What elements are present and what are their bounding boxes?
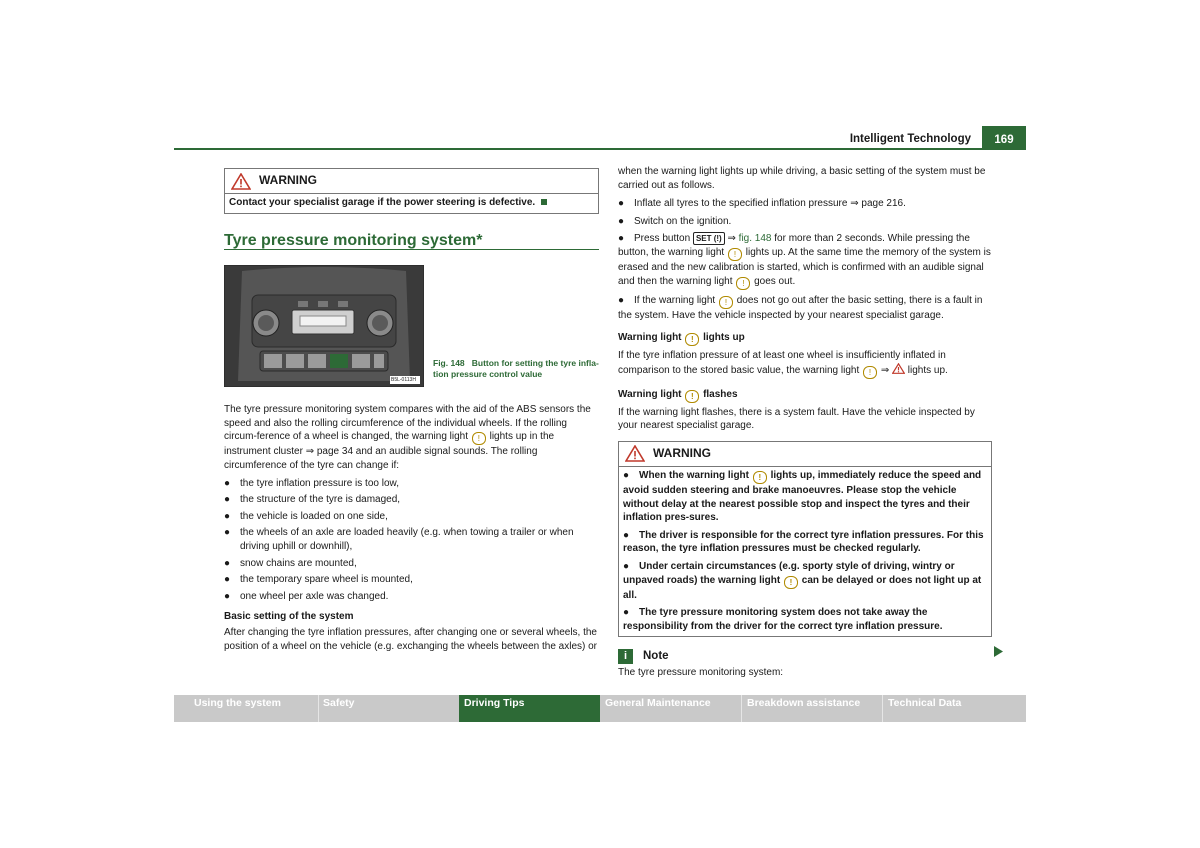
cause-list	[224, 477, 599, 604]
list-item	[224, 590, 599, 604]
warning-triangle-icon	[231, 173, 251, 190]
bullet-icon: ●	[224, 477, 231, 489]
warning-item-text: lights up, immediately reduce the speed and avoid sudden steering and brake manoeuvres. Please stop the vehicle without delay at the nearest possible stop and inspect the tyres and their inflation pres-sures.	[623, 469, 982, 524]
right-column	[618, 165, 992, 680]
tyre-pressure-warning-light-icon: !	[472, 432, 486, 445]
set-button-label: SET	[695, 234, 712, 244]
bullet-icon: ●	[224, 527, 231, 539]
warning-item-text: can be delayed or does not light up at all.	[623, 574, 982, 601]
heading-text: Warning light	[618, 332, 682, 344]
paragraph-text: If the tyre inflation pressure of at least one wheel is insufficiently inflated in comparison to the stored basic value, the warning light	[618, 350, 946, 376]
bullet-icon: ●	[618, 294, 625, 306]
note-text: The tyre pressure monitoring system:	[618, 667, 784, 679]
climate-control-panel-image	[224, 265, 424, 387]
footer-tab-using-the-system[interactable]: Using the system	[174, 695, 318, 722]
warning-item	[623, 606, 987, 633]
tyre-pressure-warning-light-icon: !	[685, 333, 699, 346]
bullet-icon: ●	[224, 590, 231, 602]
list-item-text: the wheels of an axle are loaded heavily (e.g. when towing a trailer or when driving uphill or downhill),	[240, 527, 574, 552]
figure-code: B5L-0113H	[391, 377, 416, 384]
warning-body	[619, 467, 991, 636]
intro-text-a: The tyre pressure monitoring system compares with the aid of the ABS sensors the speed and also the rolling circumference of the individual wheels. If the rolling circum-ference of a wheel is changed, the warning light	[224, 404, 591, 443]
bullet-icon: ●	[623, 469, 630, 481]
warning-header	[619, 442, 991, 467]
section-title: Tyre pressure monitoring system*	[224, 234, 599, 251]
lights-up-heading	[618, 331, 992, 346]
warning-title: WARNING	[653, 446, 711, 461]
note-heading	[618, 649, 992, 664]
bullet-icon: ●	[618, 215, 625, 227]
tyre-pressure-warning-light-icon: !	[784, 576, 798, 589]
warning-title: WARNING	[259, 173, 317, 188]
list-item-text: one wheel per axle was changed.	[240, 590, 389, 602]
list-item	[618, 215, 992, 229]
figure-148	[224, 265, 599, 387]
list-item-text: the temporary spare wheel is mounted,	[240, 574, 413, 586]
end-square-icon	[541, 199, 547, 205]
warning-text: Contact your specialist garage if the power steering is defective.	[229, 197, 536, 208]
arrow-text: ⇒	[727, 233, 736, 245]
tyre-pressure-warning-light-icon: !	[728, 248, 742, 261]
right-continuation: when the warning light lights up while driving, a basic setting of the system must be carried out as follows.	[618, 166, 986, 191]
bullet-icon: ●	[623, 529, 630, 541]
heading-text: lights up	[703, 332, 745, 344]
list-item	[224, 477, 599, 491]
list-item-text: the structure of the tyre is damaged,	[240, 494, 401, 506]
list-item-text: Inflate all tyres to the specified inflation pressure ⇒ page 216.	[634, 198, 906, 210]
list-item-text: Switch on the ignition.	[634, 215, 732, 227]
list-item-text: the tyre inflation pressure is too low,	[240, 477, 399, 489]
intro-text-b: lights up in the instrument cluster ⇒ page 34 and an audible signal sounds. The rolling circumference of the tyre can change if:	[224, 431, 555, 471]
note-title: Note	[643, 649, 669, 662]
warning-box-power-steering	[224, 168, 599, 214]
bullet-icon: ●	[618, 233, 625, 245]
intro-paragraph	[224, 403, 599, 472]
warning-item-text: The tyre pressure monitoring system does not take away the responsibility from the driver for the correct tyre inflation pressure.	[623, 607, 943, 632]
list-item-text: If the warning light	[634, 294, 716, 306]
list-item-text: does not go out after the basic setting, there is a fault in the system. Have the vehicle inspected by your nearest specialist garage.	[618, 294, 983, 321]
warning-header	[225, 169, 598, 194]
list-item-text: the vehicle is loaded on one side,	[240, 510, 388, 522]
figure-caption	[433, 358, 599, 380]
flashes-heading	[618, 388, 992, 403]
bullet-icon: ●	[623, 607, 630, 619]
warning-triangle-icon	[625, 445, 645, 462]
list-item	[224, 510, 599, 524]
list-item-text: goes out.	[754, 275, 796, 287]
figure-caption-text: Button for setting the tyre infla-tion pressure control value	[433, 358, 599, 380]
warning-item-text: The driver is responsible for the correct tyre inflation pressures. For this reason, the tyre inflation pressures must be checked regularly.	[623, 529, 984, 555]
running-header-title: Intelligent Technology	[849, 133, 971, 145]
header-rule	[174, 148, 1026, 150]
bullet-icon: ●	[224, 574, 231, 586]
figure-caption-label: Fig. 148	[433, 358, 465, 369]
basic-setting-text: After changing the tyre inflation pressures, after changing one or several wheels, the position of a wheel on the vehicle (e.g. exchanging the wheels between the axles) or	[224, 626, 598, 652]
tyre-pressure-warning-light-icon: !	[685, 390, 699, 403]
bullet-icon: ●	[224, 494, 231, 506]
list-item-press-button	[618, 232, 992, 289]
info-icon: i	[618, 649, 633, 664]
list-item-text: for more than 2 seconds. While pressing the button, the warning light	[618, 233, 970, 258]
warning-body	[225, 194, 598, 213]
list-item-fault	[618, 294, 992, 323]
paragraph-text: lights up.	[907, 364, 948, 376]
footer-tab-safety[interactable]: Safety	[318, 695, 459, 722]
lights-up-paragraph	[618, 349, 992, 379]
tyre-pressure-warning-light-icon: !	[719, 296, 733, 309]
list-item-text: lights up. At the same time the memory of the system is erased and the new calibration is started, which is confirmed with an audible signal and then the warning light	[618, 246, 991, 287]
list-item	[224, 573, 599, 587]
list-item	[618, 197, 992, 211]
warning-item	[623, 469, 987, 525]
list-item-text: snow chains are mounted,	[240, 557, 357, 569]
set-button-icon: SET (!)	[693, 232, 725, 245]
warning-item-text: Under certain circumstances (e.g. sporty style of driving, wintry or unpaved roads) the warning light	[623, 560, 955, 586]
bullet-icon: ●	[618, 198, 625, 210]
warning-triangle-icon	[892, 363, 905, 374]
page-number: 169	[982, 126, 1026, 149]
tyre-pressure-warning-light-icon: !	[736, 277, 750, 290]
flashes-paragraph: If the warning light flashes, there is a system fault. Have the vehicle inspected by your nearest specialist garage.	[618, 406, 975, 432]
list-item	[224, 526, 599, 553]
warning-item	[623, 560, 987, 602]
continue-arrow-icon	[994, 646, 1003, 657]
basic-setting-heading: Basic setting of the system	[224, 611, 354, 623]
footer-tab-general-maintenance[interactable]: General Maintenance	[600, 695, 741, 722]
bullet-icon: ●	[623, 560, 630, 572]
arrow-text: ⇒	[880, 364, 890, 376]
tyre-pressure-warning-light-icon: !	[753, 471, 767, 484]
list-item-text: Press button	[634, 233, 691, 245]
left-column	[224, 168, 599, 653]
list-item	[224, 493, 599, 507]
footer-tab-breakdown-assistance[interactable]: Breakdown assistance	[741, 695, 882, 722]
tyre-pressure-warning-light-icon: !	[863, 366, 877, 379]
footer-tab-driving-tips[interactable]: Driving Tips	[459, 695, 600, 722]
warning-item-text: When the warning light	[639, 469, 749, 481]
warning-item	[623, 529, 987, 556]
list-item	[224, 557, 599, 571]
warning-box-tyre-pressure	[618, 441, 992, 637]
figure-reference-link[interactable]: fig. 148	[738, 233, 772, 245]
footer-tab-technical-data[interactable]: Technical Data	[882, 695, 1026, 722]
bullet-icon: ●	[224, 557, 231, 569]
heading-text: Warning light	[618, 388, 682, 400]
bullet-icon: ●	[224, 510, 231, 522]
heading-text: flashes	[703, 388, 738, 400]
